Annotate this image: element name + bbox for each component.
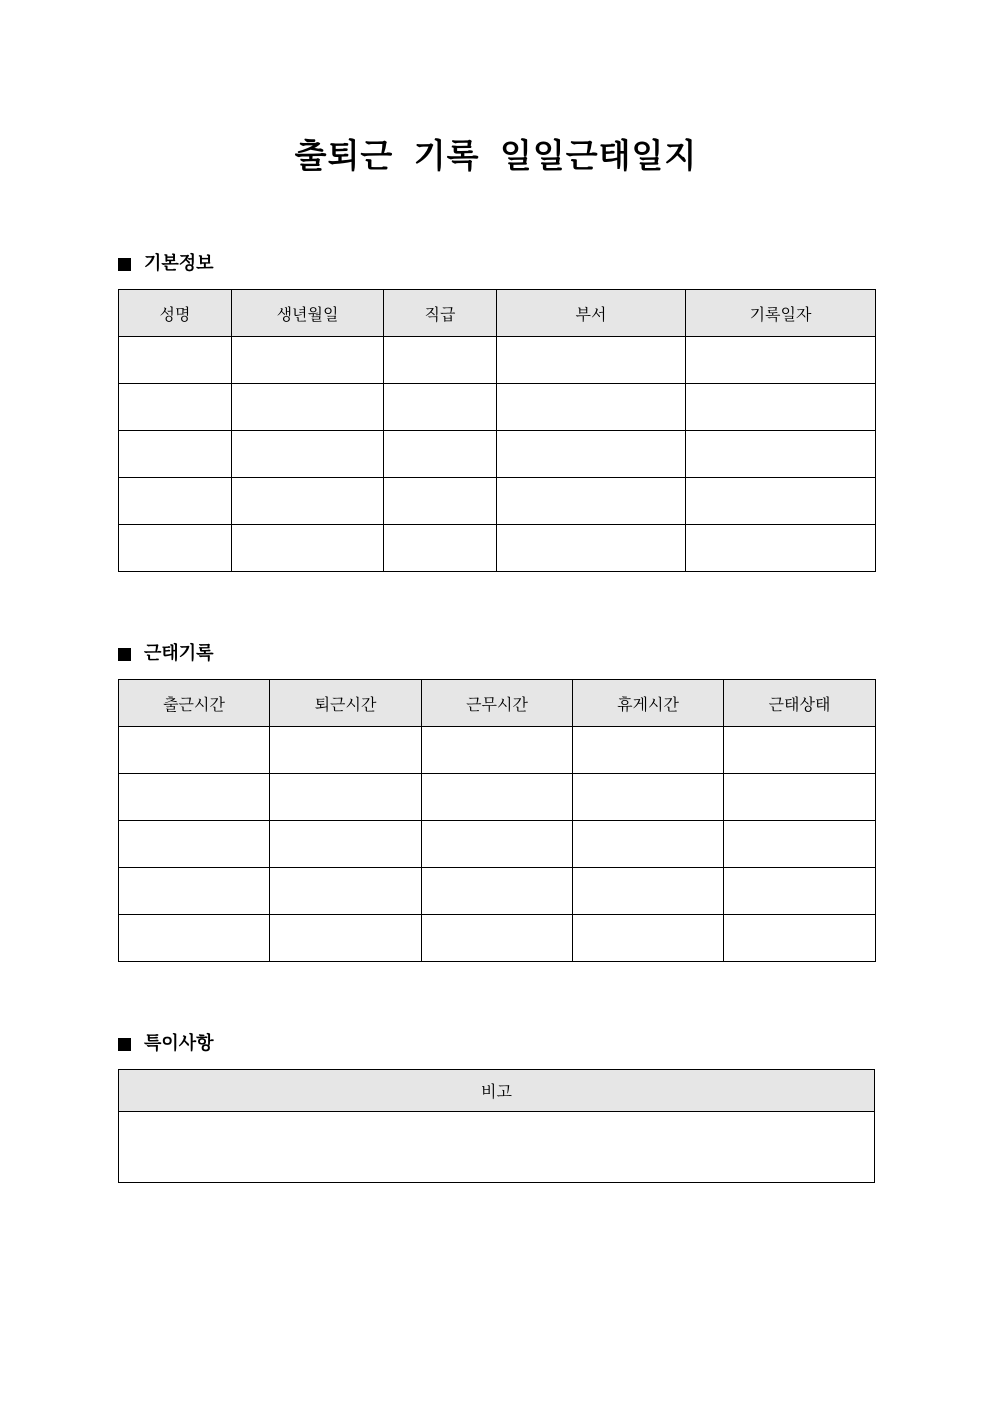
table-cell[interactable] — [384, 525, 497, 572]
table-header-row — [119, 1070, 875, 1112]
attendance-table — [118, 679, 876, 962]
table-cell[interactable] — [573, 868, 724, 915]
table-cell[interactable] — [497, 337, 686, 384]
table-cell[interactable] — [119, 384, 232, 431]
table-cell[interactable] — [686, 478, 876, 525]
table-row — [119, 868, 876, 915]
table-cell[interactable] — [232, 431, 384, 478]
header-name: 성명 — [119, 290, 232, 337]
header-clock-in: 출근시간 — [119, 680, 270, 727]
black-square-icon — [118, 648, 131, 661]
table-cell[interactable] — [497, 431, 686, 478]
table-cell[interactable] — [573, 774, 724, 821]
header-position: 직급 — [384, 290, 497, 337]
table-cell[interactable] — [384, 431, 497, 478]
table-cell[interactable] — [724, 821, 876, 868]
table-cell[interactable] — [686, 431, 876, 478]
table-cell[interactable] — [573, 821, 724, 868]
table-cell[interactable] — [119, 915, 270, 962]
table-cell[interactable] — [384, 337, 497, 384]
table-row — [119, 1112, 875, 1183]
table-row — [119, 525, 876, 572]
header-attendance-status: 근태상태 — [724, 680, 876, 727]
table-cell[interactable] — [270, 774, 422, 821]
header-birthdate: 생년월일 — [232, 290, 384, 337]
table-cell[interactable] — [119, 727, 270, 774]
table-cell[interactable] — [232, 384, 384, 431]
table-cell[interactable] — [724, 915, 876, 962]
header-clock-out: 퇴근시간 — [270, 680, 422, 727]
table-cell[interactable] — [119, 478, 232, 525]
header-work-hours: 근무시간 — [422, 680, 573, 727]
table-row — [119, 431, 876, 478]
table-cell[interactable] — [422, 915, 573, 962]
table-row — [119, 727, 876, 774]
table-cell[interactable] — [686, 525, 876, 572]
header-department: 부서 — [497, 290, 686, 337]
table-cell[interactable] — [384, 478, 497, 525]
notes-heading-label: 특이사항 — [144, 1033, 214, 1054]
table-cell[interactable] — [497, 384, 686, 431]
document-title: 출퇴근 기록 일일근태일지 — [294, 136, 698, 175]
table-cell[interactable] — [270, 727, 422, 774]
table-cell[interactable] — [422, 774, 573, 821]
notes-heading — [118, 1032, 214, 1056]
header-remarks: 비고 — [119, 1070, 875, 1112]
remarks-cell[interactable] — [119, 1112, 875, 1183]
table-cell[interactable] — [119, 337, 232, 384]
table-row — [119, 478, 876, 525]
table-cell[interactable] — [119, 868, 270, 915]
table-header-row — [119, 290, 876, 337]
table-cell[interactable] — [270, 821, 422, 868]
table-cell[interactable] — [119, 821, 270, 868]
table-cell[interactable] — [270, 868, 422, 915]
basic-info-heading-label: 기본정보 — [144, 253, 214, 274]
table-cell[interactable] — [573, 915, 724, 962]
header-break-time: 휴게시간 — [573, 680, 724, 727]
table-cell[interactable] — [497, 478, 686, 525]
table-cell[interactable] — [573, 727, 724, 774]
table-row — [119, 384, 876, 431]
basic-info-table — [118, 289, 876, 572]
table-row — [119, 337, 876, 384]
basic-info-heading — [118, 252, 214, 276]
table-cell[interactable] — [497, 525, 686, 572]
table-cell[interactable] — [724, 774, 876, 821]
table-cell[interactable] — [232, 478, 384, 525]
black-square-icon — [118, 258, 131, 271]
table-cell[interactable] — [422, 821, 573, 868]
table-row — [119, 915, 876, 962]
table-cell[interactable] — [724, 868, 876, 915]
table-cell[interactable] — [422, 868, 573, 915]
table-cell[interactable] — [422, 727, 573, 774]
table-cell[interactable] — [232, 337, 384, 384]
table-header-row — [119, 680, 876, 727]
attendance-heading-label: 근태기록 — [144, 643, 214, 664]
table-cell[interactable] — [724, 727, 876, 774]
black-square-icon — [118, 1038, 131, 1051]
table-cell[interactable] — [270, 915, 422, 962]
table-cell[interactable] — [384, 384, 497, 431]
table-cell[interactable] — [232, 525, 384, 572]
notes-table — [118, 1069, 875, 1183]
header-record-date: 기록일자 — [686, 290, 876, 337]
table-row — [119, 774, 876, 821]
table-cell[interactable] — [686, 384, 876, 431]
table-cell[interactable] — [119, 774, 270, 821]
table-cell[interactable] — [686, 337, 876, 384]
attendance-heading — [118, 642, 214, 666]
table-cell[interactable] — [119, 525, 232, 572]
table-cell[interactable] — [119, 431, 232, 478]
table-row — [119, 821, 876, 868]
